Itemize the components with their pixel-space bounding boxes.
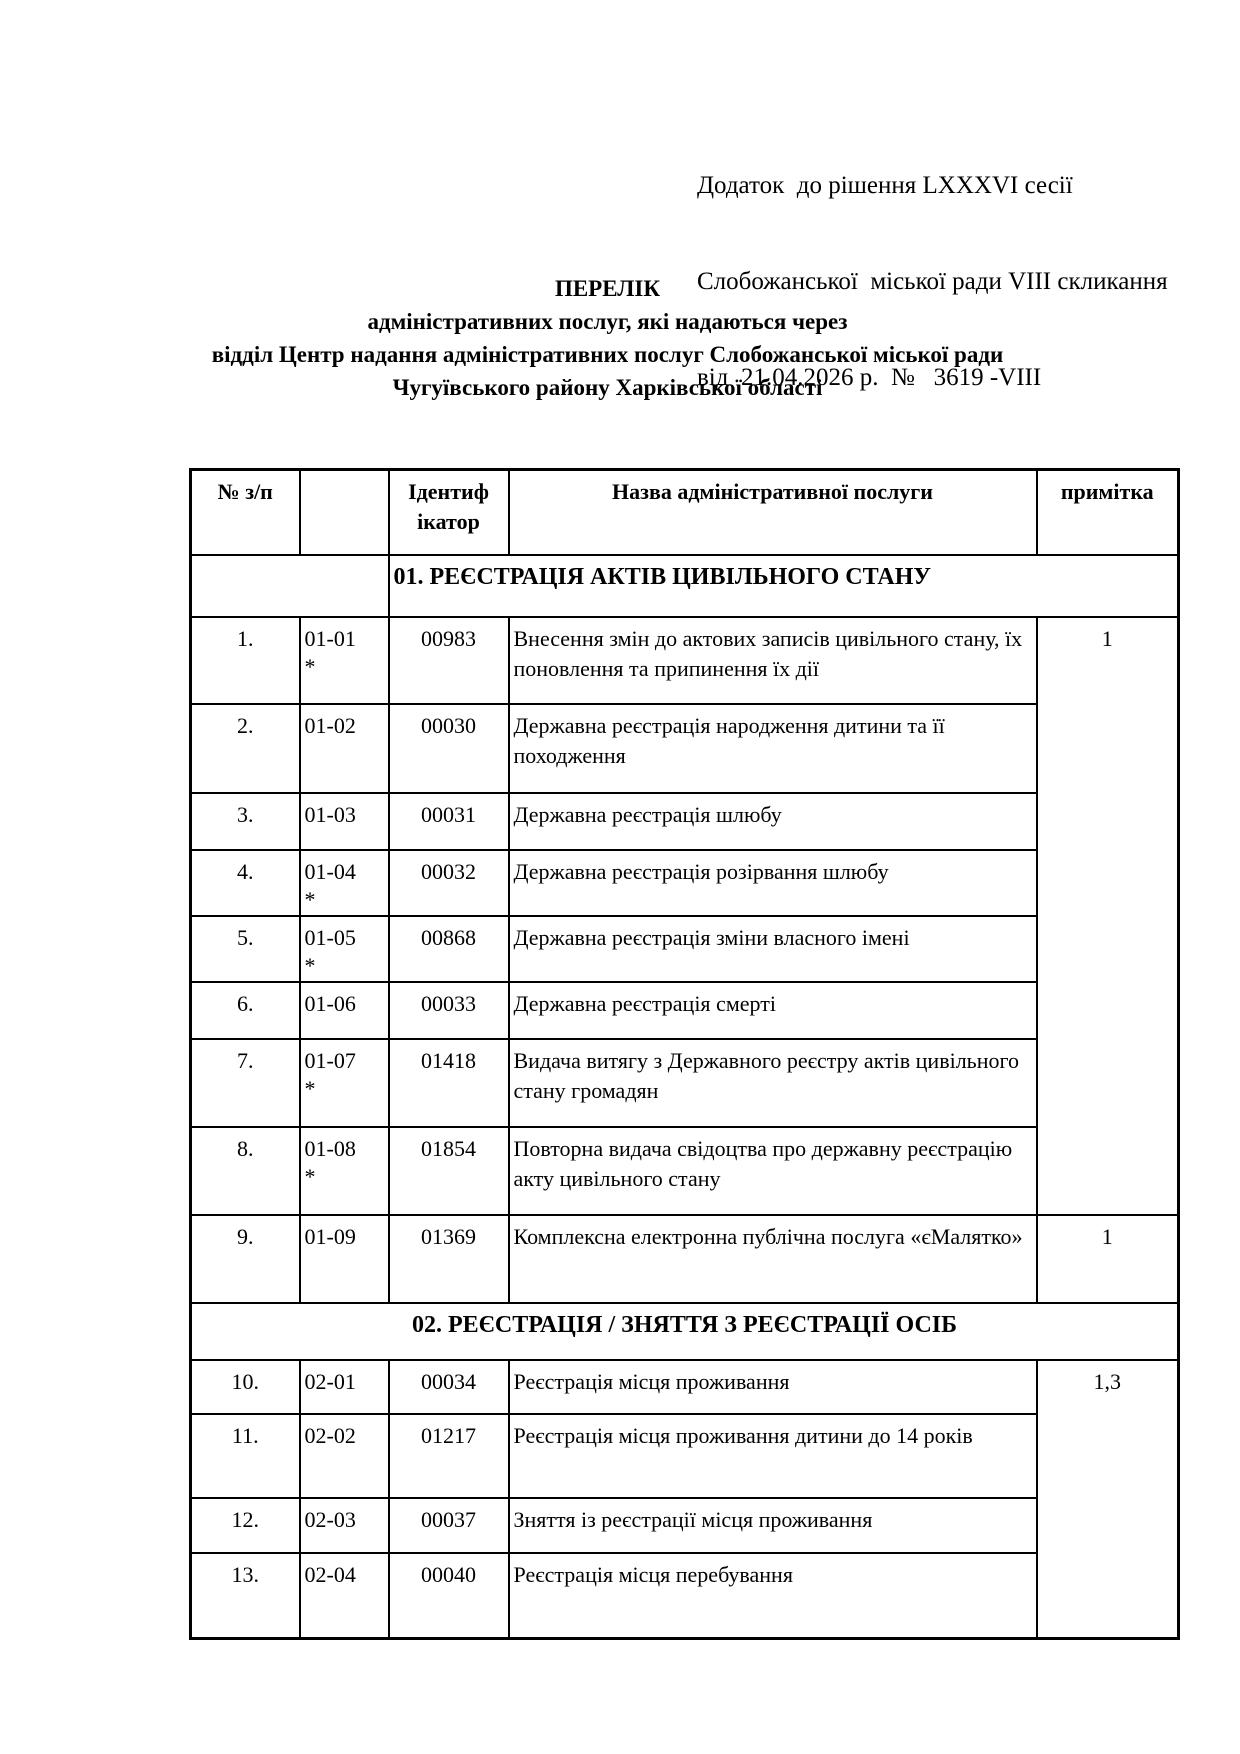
row-number-cell: 5. [191,916,300,982]
decision-reference-line: Додаток до рішення LXXXVI сесії [697,172,1073,199]
row-code-cell: 02-03 [300,1498,389,1553]
service-name-cell: Зняття із реєстрації місця проживання [509,1498,1037,1553]
row-identifier-cell: 00983 [389,617,509,704]
service-name-cell: Внесення змін до актових записів цивільного стану, їх поновлення та припинення їх дії [509,617,1037,704]
col-header-identifier-line: ікатор [417,509,480,534]
row-number-cell: 4. [191,850,300,916]
row-identifier-cell: 00037 [389,1498,509,1553]
col-header-identifier [389,470,509,555]
row-code-cell: 02-01 [300,1360,389,1414]
row-number-cell: 6. [191,982,300,1039]
section-header-row [191,1303,1179,1360]
table-row [191,982,1179,1039]
service-name-cell: Державна реєстрація зміни власного імені [509,916,1037,982]
row-number-cell: 10. [191,1360,300,1414]
service-name-cell: Видача витягу з Державного реєстру актів цивільного стану громадян [509,1039,1037,1127]
row-number-cell: 3. [191,793,300,850]
row-identifier-cell: 01418 [389,1039,509,1127]
row-code-cell: 01-01 * [300,617,389,704]
table-row [191,1215,1179,1303]
row-code-cell: 02-02 [300,1414,389,1498]
footnote-asterisk: * [304,886,316,912]
row-number-cell: 12. [191,1498,300,1553]
row-number-cell: 2. [191,704,300,793]
title-line: адміністративних послуг, які надаються через [367,309,848,334]
row-number-cell: 7. [191,1039,300,1127]
row-code-cell: 02-04 [300,1553,389,1639]
row-code-cell: 01-04 * [300,850,389,916]
footnote-asterisk: * [304,1075,316,1101]
service-name-cell: Комплексна електронна публічна послуга «єМалятко» [509,1215,1037,1303]
row-code-cell: 01-07 * [300,1039,389,1127]
row-identifier-cell: 00033 [389,982,509,1039]
note-cell: 1 [1037,1215,1179,1303]
row-number-cell: 11. [191,1414,300,1498]
service-name-cell: Реєстрація місця проживання дитини до 14 років [509,1414,1037,1498]
section-empty-cell [191,555,389,617]
col-header-name: Назва адміністративної послуги [509,470,1037,555]
document-title [150,272,1065,404]
row-identifier-cell: 00032 [389,850,509,916]
row-code-cell: 01-06 [300,982,389,1039]
service-name-cell: Реєстрація місця перебування [509,1553,1037,1639]
decision-reference-line: Слобожанської міської ради VIII скликання [697,268,1168,295]
row-identifier-cell: 00031 [389,793,509,850]
row-code-cell: 01-05 * [300,916,389,982]
service-name-cell: Державна реєстрація народження дитини та її походження [509,704,1037,793]
row-identifier-cell: 00034 [389,1360,509,1414]
decision-reference-line: від 21.04.2026 р. № 3619 -VIII [697,364,1042,391]
row-number-cell: 9. [191,1215,300,1303]
footnote-asterisk: * [304,653,316,679]
table-row [191,1553,1179,1639]
section-title: 01. РЕЄСТРАЦІЯ АКТІВ ЦИВІЛЬНОГО СТАНУ [389,555,1179,617]
row-number-cell: 13. [191,1553,300,1639]
row-number-cell: 1. [191,617,300,704]
table-row [191,1498,1179,1553]
note-cell: 1 [1037,617,1179,1215]
table-row [191,1127,1179,1215]
row-number-cell: 8. [191,1127,300,1215]
service-name-cell: Реєстрація місця проживання [509,1360,1037,1414]
col-header-blank [300,470,389,555]
row-code-cell: 01-03 [300,793,389,850]
title-line: ПЕРЕЛІК [554,276,661,301]
section-title: 02. РЕЄСТРАЦІЯ / ЗНЯТТЯ З РЕЄСТРАЦІЇ ОСІБ [191,1303,1179,1360]
table-row [191,1414,1179,1498]
table-row [191,1360,1179,1414]
table-row [191,793,1179,850]
section-header-row [191,555,1179,617]
title-line: Чугуївського району Харківської області [392,375,823,400]
row-code-cell: 01-08 * [300,1127,389,1215]
service-name-cell: Державна реєстрація шлюбу [509,793,1037,850]
note-cell: 1,3 [1037,1360,1179,1639]
service-name-cell: Повторна видача свідоцтва про державну реєстрацію акту цивільного стану [509,1127,1037,1215]
services-table [189,468,1180,1640]
table-row [191,850,1179,916]
col-header-identifier-line: Ідентиф [408,479,489,504]
row-code-cell: 01-02 [300,704,389,793]
table-row [191,617,1179,704]
row-identifier-cell: 01217 [389,1414,509,1498]
col-header-num: № з/п [191,470,300,555]
footnote-asterisk: * [304,952,316,978]
row-identifier-cell: 00868 [389,916,509,982]
row-identifier-cell: 00030 [389,704,509,793]
title-line: відділ Центр надання адміністративних послуг Слобожанської міської ради [211,342,1004,367]
table-header-row [191,470,1179,555]
row-code-cell: 01-09 [300,1215,389,1303]
service-name-cell: Державна реєстрація розірвання шлюбу [509,850,1037,916]
table-row [191,704,1179,793]
col-header-note: примітка [1037,470,1179,555]
row-identifier-cell: 00040 [389,1553,509,1639]
row-identifier-cell: 01369 [389,1215,509,1303]
row-identifier-cell: 01854 [389,1127,509,1215]
footnote-asterisk: * [304,1163,316,1189]
table-row [191,916,1179,982]
table-row [191,1039,1179,1127]
service-name-cell: Державна реєстрація смерті [509,982,1037,1039]
